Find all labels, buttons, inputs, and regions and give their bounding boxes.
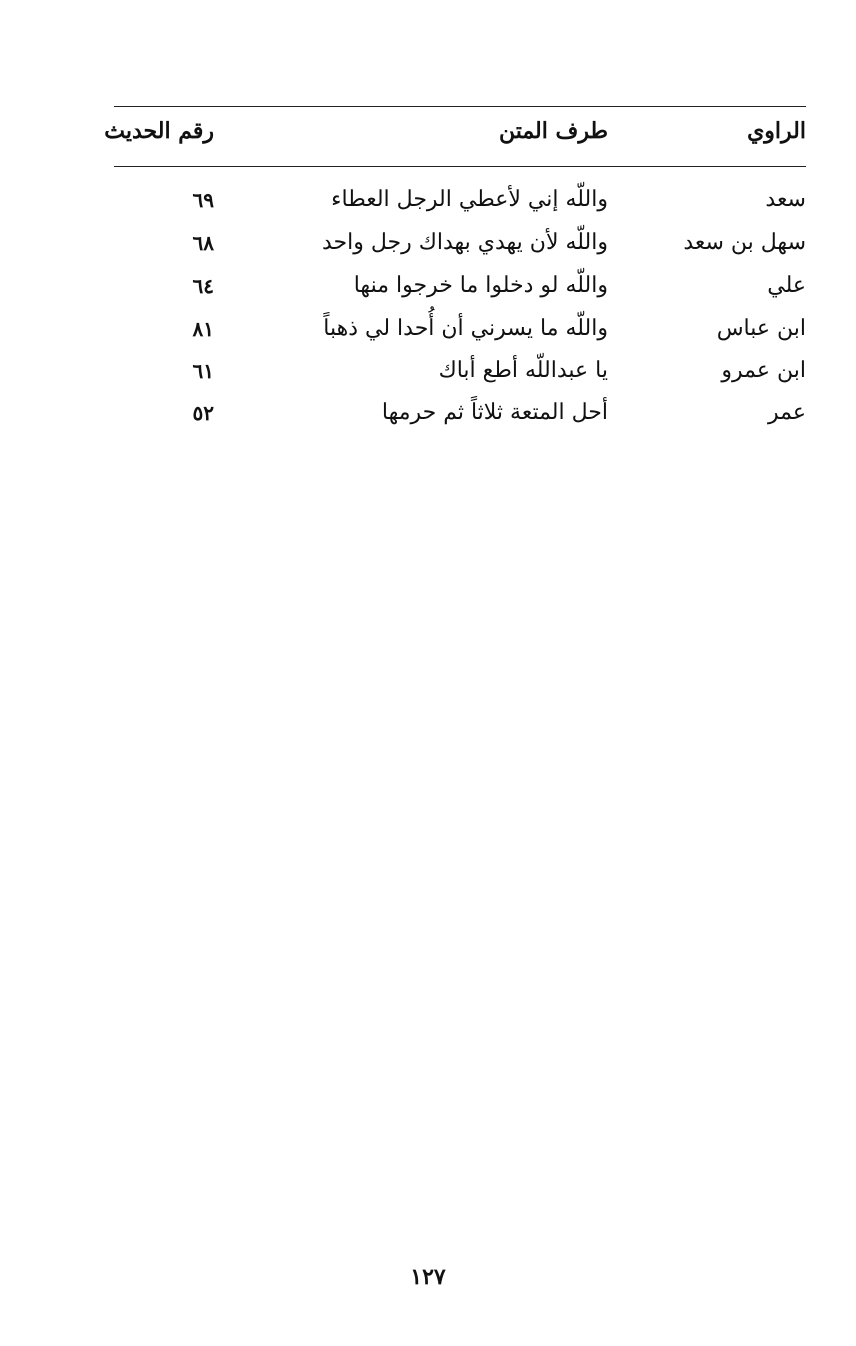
cell-hadith-text: يا عبداللّه أطع أباك xyxy=(438,358,608,383)
cell-hadith-text: أحل المتعة ثلاثاً ثم حرمها xyxy=(381,400,608,425)
table-row xyxy=(0,354,856,396)
header-hadith-text: طرف المتن xyxy=(498,118,608,144)
cell-hadith-number: ٦٨ xyxy=(192,231,214,255)
table-row xyxy=(0,396,856,438)
cell-hadith-number: ٥٢ xyxy=(192,401,214,425)
cell-hadith-number: ٦١ xyxy=(192,359,214,383)
cell-narrator: سعد xyxy=(765,187,806,212)
header-narrator: الراوي xyxy=(747,118,806,144)
cell-narrator: سهل بن سعد xyxy=(683,230,806,255)
table-row xyxy=(0,312,856,354)
page-number: ١٢٧ xyxy=(410,1264,446,1290)
cell-hadith-text: واللّه ما يسرني أن أُحدا لي ذهباً xyxy=(323,316,608,341)
cell-narrator: علي xyxy=(767,273,806,298)
cell-hadith-number: ٨١ xyxy=(192,317,214,341)
cell-hadith-text: واللّه لأن يهدي بهداك رجل واحد xyxy=(321,230,608,255)
cell-narrator: ابن عباس xyxy=(716,316,806,341)
cell-hadith-text: واللّه لو دخلوا ما خرجوا منها xyxy=(353,273,608,298)
table-row xyxy=(0,183,856,225)
cell-narrator: عمر xyxy=(768,400,806,425)
cell-hadith-text: واللّه إني لأعطي الرجل العطاء xyxy=(331,187,608,212)
cell-hadith-number: ٦٤ xyxy=(192,274,214,298)
table-row xyxy=(0,269,856,311)
header-hadith-number: رقم الحديث xyxy=(104,118,214,144)
table-row xyxy=(0,226,856,268)
cell-narrator: ابن عمرو xyxy=(721,358,806,383)
cell-hadith-number: ٦٩ xyxy=(192,188,214,212)
